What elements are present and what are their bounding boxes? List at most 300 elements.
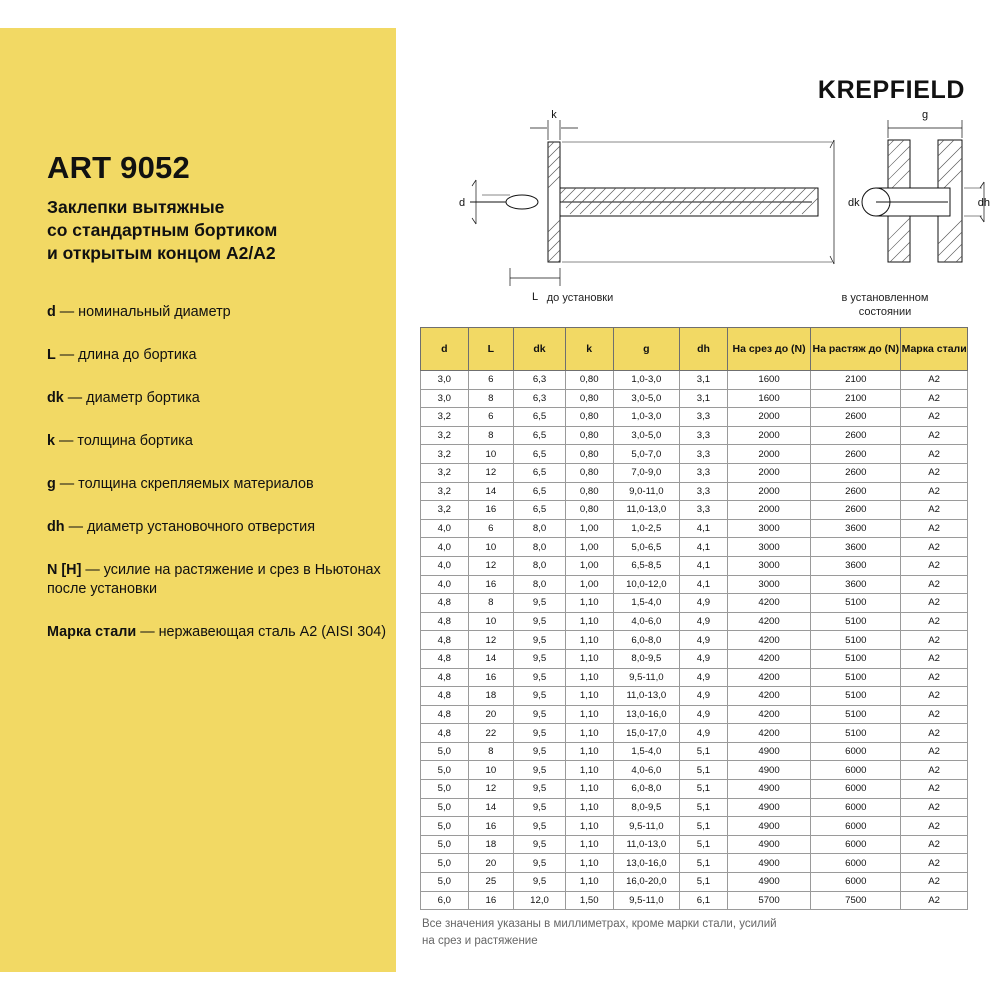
table-row <box>421 482 968 501</box>
cell-shear: 3000 <box>727 519 811 538</box>
table-row <box>421 408 968 427</box>
table-row <box>421 817 968 836</box>
cell-steel: A2 <box>901 612 968 631</box>
cell-d: 3,2 <box>421 445 469 464</box>
table-row <box>421 631 968 650</box>
cell-steel: A2 <box>901 854 968 873</box>
cell-dk: 6,5 <box>514 445 566 464</box>
cell-k: 1,10 <box>565 687 613 706</box>
legend-term-dk: dk <box>47 390 64 407</box>
cell-dk: 6,5 <box>514 482 566 501</box>
cell-steel: A2 <box>901 463 968 482</box>
table-row <box>421 724 968 743</box>
cell-tensile: 2100 <box>811 389 901 408</box>
page-title: ART 9052 <box>47 150 190 185</box>
legend-desc-steel: — нержавеющая сталь A2 (AISI 304) <box>136 624 387 641</box>
cell-steel: A2 <box>901 371 968 390</box>
cell-dk: 6,5 <box>514 426 566 445</box>
cell-k: 0,80 <box>565 463 613 482</box>
cell-g: 1,5-4,0 <box>613 742 680 761</box>
col-header-dk: dk <box>514 328 566 371</box>
cell-l: 10 <box>468 445 513 464</box>
cell-g: 7,0-9,0 <box>613 463 680 482</box>
cell-l: 8 <box>468 389 513 408</box>
cell-d: 3,2 <box>421 463 469 482</box>
cell-l: 16 <box>468 891 513 910</box>
cell-d: 4,8 <box>421 668 469 687</box>
cell-shear: 4200 <box>727 649 811 668</box>
legend-item-n <box>47 561 392 601</box>
table-row <box>421 538 968 557</box>
cell-tensile: 3600 <box>811 538 901 557</box>
cell-dh: 5,1 <box>680 798 728 817</box>
cell-l: 8 <box>468 742 513 761</box>
cell-steel: A2 <box>901 780 968 799</box>
cell-g: 10,0-12,0 <box>613 575 680 594</box>
cell-g: 11,0-13,0 <box>613 687 680 706</box>
cell-steel: A2 <box>901 761 968 780</box>
cell-steel: A2 <box>901 408 968 427</box>
cell-dk: 8,0 <box>514 519 566 538</box>
cell-l: 12 <box>468 780 513 799</box>
cell-steel: A2 <box>901 705 968 724</box>
cell-g: 5,0-6,5 <box>613 538 680 557</box>
table-row <box>421 780 968 799</box>
caption-installed-line2: состоянии <box>858 305 912 318</box>
cell-k: 1,00 <box>565 538 613 557</box>
cell-shear: 2000 <box>727 501 811 520</box>
cell-l: 16 <box>468 575 513 594</box>
cell-g: 3,0-5,0 <box>613 389 680 408</box>
cell-dh: 5,1 <box>680 873 728 892</box>
cell-shear: 2000 <box>727 463 811 482</box>
cell-d: 4,0 <box>421 519 469 538</box>
cell-dk: 6,3 <box>514 389 566 408</box>
cell-k: 1,10 <box>565 668 613 687</box>
cell-shear: 2000 <box>727 408 811 427</box>
cell-dh: 4,1 <box>680 538 728 557</box>
cell-steel: A2 <box>901 389 968 408</box>
cell-k: 0,80 <box>565 408 613 427</box>
cell-g: 6,0-8,0 <box>613 780 680 799</box>
cell-steel: A2 <box>901 631 968 650</box>
table-row <box>421 798 968 817</box>
cell-dh: 5,1 <box>680 761 728 780</box>
cell-dh: 4,9 <box>680 668 728 687</box>
cell-dh: 4,9 <box>680 649 728 668</box>
col-header-shear: На срез до (N) <box>727 328 811 371</box>
cell-steel: A2 <box>901 891 968 910</box>
legend-item-k <box>47 432 392 452</box>
cell-dh: 3,3 <box>680 501 728 520</box>
cell-tensile: 3600 <box>811 519 901 538</box>
cell-k: 0,80 <box>565 445 613 464</box>
cell-steel: A2 <box>901 556 968 575</box>
cell-shear: 4200 <box>727 705 811 724</box>
cell-tensile: 6000 <box>811 817 901 836</box>
cell-shear: 5700 <box>727 891 811 910</box>
cell-d: 4,0 <box>421 575 469 594</box>
cell-d: 5,0 <box>421 854 469 873</box>
table-row <box>421 519 968 538</box>
left-content <box>47 150 392 666</box>
dim-label-L: L <box>531 291 539 303</box>
product-subtitle <box>47 196 392 265</box>
cell-k: 0,80 <box>565 482 613 501</box>
cell-dh: 4,9 <box>680 612 728 631</box>
cell-shear: 3000 <box>727 556 811 575</box>
table-row <box>421 371 968 390</box>
cell-dk: 9,5 <box>514 687 566 706</box>
dim-label-k: k <box>551 110 557 121</box>
cell-steel: A2 <box>901 538 968 557</box>
footnote-line-1: Все значения указаны в миллиметрах, кроме марки стали, усилий <box>422 918 777 930</box>
legend-item-steel <box>47 623 392 643</box>
cell-g: 13,0-16,0 <box>613 705 680 724</box>
cell-d: 5,0 <box>421 817 469 836</box>
cell-dk: 6,3 <box>514 371 566 390</box>
cell-k: 1,10 <box>565 780 613 799</box>
cell-shear: 3000 <box>727 538 811 557</box>
cell-k: 1,00 <box>565 556 613 575</box>
cell-l: 18 <box>468 687 513 706</box>
cell-shear: 4200 <box>727 594 811 613</box>
table-row <box>421 594 968 613</box>
cell-dh: 3,3 <box>680 445 728 464</box>
cell-steel: A2 <box>901 835 968 854</box>
cell-tensile: 2100 <box>811 371 901 390</box>
cell-shear: 4900 <box>727 742 811 761</box>
legend-desc-k: — толщина бортика <box>55 432 193 449</box>
cell-g: 4,0-6,0 <box>613 612 680 631</box>
legend-term-l: L <box>47 347 56 364</box>
caption-installed-line1: в установленном <box>841 292 929 304</box>
legend-term-k: k <box>47 432 56 449</box>
table-row <box>421 705 968 724</box>
cell-tensile: 2600 <box>811 501 901 520</box>
cell-k: 1,10 <box>565 612 613 631</box>
cell-g: 6,0-8,0 <box>613 631 680 650</box>
cell-dk: 9,5 <box>514 854 566 873</box>
cell-dh: 3,1 <box>680 389 728 408</box>
legend-term-d: d <box>47 304 56 321</box>
cell-shear: 4200 <box>727 612 811 631</box>
cell-shear: 4900 <box>727 761 811 780</box>
cell-k: 1,10 <box>565 854 613 873</box>
cell-steel: A2 <box>901 687 968 706</box>
cell-tensile: 5100 <box>811 631 901 650</box>
table-row <box>421 649 968 668</box>
table-row <box>421 873 968 892</box>
cell-g: 15,0-17,0 <box>613 724 680 743</box>
cell-tensile: 2600 <box>811 408 901 427</box>
cell-g: 5,0-7,0 <box>613 445 680 464</box>
cell-l: 25 <box>468 873 513 892</box>
subtitle-line-1: Заклепки вытяжные <box>47 197 225 217</box>
cell-shear: 2000 <box>727 482 811 501</box>
cell-l: 16 <box>468 501 513 520</box>
cell-d: 5,0 <box>421 780 469 799</box>
cell-tensile: 6000 <box>811 835 901 854</box>
cell-k: 1,10 <box>565 798 613 817</box>
table-row <box>421 835 968 854</box>
cell-k: 1,10 <box>565 761 613 780</box>
cell-dh: 3,3 <box>680 408 728 427</box>
cell-d: 4,8 <box>421 705 469 724</box>
legend-desc-dk: — диаметр бортика <box>63 390 200 407</box>
cell-l: 18 <box>468 835 513 854</box>
cell-d: 3,2 <box>421 426 469 445</box>
legend-desc-l: — длина до бортика <box>55 347 197 364</box>
footnote-line-2: на срез и растяжение <box>422 934 538 947</box>
dim-label-dh: dh <box>977 197 990 209</box>
cell-steel: A2 <box>901 873 968 892</box>
drawing-caption-before: до установки <box>546 292 614 304</box>
cell-steel: A2 <box>901 724 968 743</box>
col-header-k: k <box>565 328 613 371</box>
cell-dh: 4,9 <box>680 724 728 743</box>
cell-k: 0,80 <box>565 371 613 390</box>
cell-d: 3,0 <box>421 389 469 408</box>
cell-dk: 8,0 <box>514 556 566 575</box>
spec-table-head <box>421 328 968 371</box>
cell-steel: A2 <box>901 426 968 445</box>
cell-dh: 5,1 <box>680 780 728 799</box>
cell-dh: 3,3 <box>680 482 728 501</box>
cell-g: 8,0-9,5 <box>613 798 680 817</box>
cell-g: 8,0-9,5 <box>613 649 680 668</box>
cell-dh: 4,1 <box>680 575 728 594</box>
table-row <box>421 389 968 408</box>
cell-tensile: 5100 <box>811 612 901 631</box>
cell-k: 0,80 <box>565 426 613 445</box>
cell-l: 14 <box>468 798 513 817</box>
cell-dh: 5,1 <box>680 835 728 854</box>
cell-k: 1,10 <box>565 873 613 892</box>
cell-dk: 9,5 <box>514 631 566 650</box>
cell-shear: 1600 <box>727 371 811 390</box>
cell-steel: A2 <box>901 817 968 836</box>
col-header-d: d <box>421 328 469 371</box>
cell-shear: 4900 <box>727 835 811 854</box>
col-header-dh: dh <box>680 328 728 371</box>
cell-shear: 4900 <box>727 854 811 873</box>
cell-tensile: 5100 <box>811 687 901 706</box>
table-row <box>421 463 968 482</box>
cell-l: 20 <box>468 705 513 724</box>
cell-l: 6 <box>468 371 513 390</box>
cell-d: 4,8 <box>421 724 469 743</box>
cell-l: 20 <box>468 854 513 873</box>
col-header-steel: Марка стали <box>901 328 968 371</box>
cell-tensile: 6000 <box>811 780 901 799</box>
cell-k: 1,00 <box>565 519 613 538</box>
dim-label-dk: dk <box>848 197 860 209</box>
cell-l: 6 <box>468 519 513 538</box>
cell-tensile: 5100 <box>811 705 901 724</box>
cell-l: 14 <box>468 482 513 501</box>
cell-tensile: 5100 <box>811 649 901 668</box>
dim-label-g: g <box>921 110 929 121</box>
cell-dk: 6,5 <box>514 501 566 520</box>
cell-d: 5,0 <box>421 761 469 780</box>
cell-dk: 9,5 <box>514 798 566 817</box>
cell-dk: 9,5 <box>514 873 566 892</box>
cell-l: 8 <box>468 594 513 613</box>
cell-g: 1,0-3,0 <box>613 408 680 427</box>
cell-tensile: 2600 <box>811 482 901 501</box>
legend-desc-dh: — диаметр установочного отверстия <box>64 518 315 535</box>
cell-l: 22 <box>468 724 513 743</box>
cell-k: 1,10 <box>565 631 613 650</box>
cell-dk: 8,0 <box>514 538 566 557</box>
legend-term-g: g <box>47 475 56 492</box>
cell-tensile: 2600 <box>811 463 901 482</box>
cell-k: 1,00 <box>565 575 613 594</box>
table-row <box>421 742 968 761</box>
table-row <box>421 426 968 445</box>
legend-term-dh: dh <box>47 518 65 535</box>
cell-l: 16 <box>468 817 513 836</box>
cell-tensile: 5100 <box>811 724 901 743</box>
cell-d: 4,8 <box>421 687 469 706</box>
cell-steel: A2 <box>901 594 968 613</box>
table-row <box>421 575 968 594</box>
cell-dk: 9,5 <box>514 705 566 724</box>
cell-d: 4,8 <box>421 594 469 613</box>
cell-g: 11,0-13,0 <box>613 501 680 520</box>
cell-steel: A2 <box>901 482 968 501</box>
cell-dh: 3,1 <box>680 371 728 390</box>
cell-dk: 9,5 <box>514 780 566 799</box>
cell-steel: A2 <box>901 649 968 668</box>
cell-k: 1,10 <box>565 817 613 836</box>
cell-shear: 4200 <box>727 724 811 743</box>
cell-dh: 5,1 <box>680 854 728 873</box>
cell-shear: 4200 <box>727 631 811 650</box>
cell-d: 3,0 <box>421 371 469 390</box>
cell-k: 1,10 <box>565 594 613 613</box>
legend-item-d <box>47 303 392 323</box>
cell-d: 4,0 <box>421 556 469 575</box>
cell-l: 14 <box>468 649 513 668</box>
table-footnote <box>422 916 967 949</box>
cell-dk: 6,5 <box>514 408 566 427</box>
cell-g: 11,0-13,0 <box>613 835 680 854</box>
legend-item-dh <box>47 518 392 538</box>
cell-shear: 2000 <box>727 426 811 445</box>
cell-tensile: 5100 <box>811 668 901 687</box>
cell-dk: 9,5 <box>514 817 566 836</box>
cell-tensile: 7500 <box>811 891 901 910</box>
cell-d: 5,0 <box>421 835 469 854</box>
cell-g: 9,0-11,0 <box>613 482 680 501</box>
table-row <box>421 445 968 464</box>
spec-table-wrapper <box>420 327 968 910</box>
subtitle-line-3: и открытым концом A2/A2 <box>47 243 276 264</box>
cell-k: 0,80 <box>565 389 613 408</box>
cell-steel: A2 <box>901 519 968 538</box>
cell-shear: 4900 <box>727 873 811 892</box>
legend-desc-g: — толщина скрепляемых материалов <box>55 475 314 492</box>
cell-tensile: 6000 <box>811 854 901 873</box>
brand-logo: KREPFIELD <box>817 76 965 104</box>
cell-dh: 5,1 <box>680 742 728 761</box>
cell-d: 3,2 <box>421 482 469 501</box>
cell-dh: 3,3 <box>680 463 728 482</box>
cell-dk: 9,5 <box>514 724 566 743</box>
cell-d: 5,0 <box>421 798 469 817</box>
cell-d: 5,0 <box>421 873 469 892</box>
cell-l: 8 <box>468 426 513 445</box>
table-row <box>421 891 968 910</box>
cell-dk: 9,5 <box>514 649 566 668</box>
cell-shear: 1600 <box>727 389 811 408</box>
table-row <box>421 501 968 520</box>
cell-dk: 12,0 <box>514 891 566 910</box>
cell-dh: 4,1 <box>680 519 728 538</box>
cell-d: 6,0 <box>421 891 469 910</box>
cell-dh: 4,9 <box>680 594 728 613</box>
legend-desc-n: — усилие на растяжение и срез в Ньютонах после установки <box>47 561 381 598</box>
table-row <box>421 687 968 706</box>
cell-g: 4,0-6,0 <box>613 761 680 780</box>
cell-k: 1,10 <box>565 649 613 668</box>
cell-steel: A2 <box>901 501 968 520</box>
cell-shear: 2000 <box>727 445 811 464</box>
cell-dk: 9,5 <box>514 612 566 631</box>
cell-k: 1,50 <box>565 891 613 910</box>
cell-l: 10 <box>468 761 513 780</box>
cell-g: 16,0-20,0 <box>613 873 680 892</box>
cell-g: 3,0-5,0 <box>613 426 680 445</box>
cell-g: 1,0-3,0 <box>613 371 680 390</box>
cell-l: 10 <box>468 612 513 631</box>
cell-tensile: 2600 <box>811 426 901 445</box>
cell-k: 1,10 <box>565 835 613 854</box>
cell-l: 12 <box>468 463 513 482</box>
cell-dh: 5,1 <box>680 817 728 836</box>
cell-g: 9,5-11,0 <box>613 817 680 836</box>
cell-dh: 3,3 <box>680 426 728 445</box>
table-row <box>421 854 968 873</box>
cell-dh: 6,1 <box>680 891 728 910</box>
legend-item-g <box>47 475 392 495</box>
cell-l: 12 <box>468 631 513 650</box>
cell-g: 13,0-16,0 <box>613 854 680 873</box>
cell-tensile: 6000 <box>811 873 901 892</box>
cell-tensile: 5100 <box>811 594 901 613</box>
cell-steel: A2 <box>901 668 968 687</box>
cell-k: 1,10 <box>565 724 613 743</box>
cell-d: 4,8 <box>421 649 469 668</box>
legend-item-l <box>47 346 392 366</box>
cell-l: 16 <box>468 668 513 687</box>
cell-dk: 9,5 <box>514 761 566 780</box>
spec-table-body <box>421 371 968 910</box>
legend-term-steel: Марка стали <box>47 624 137 641</box>
dim-label-d: d <box>458 197 466 209</box>
cell-d: 3,2 <box>421 408 469 427</box>
legend-item-dk <box>47 389 392 409</box>
cell-k: 1,10 <box>565 742 613 761</box>
cell-g: 1,0-2,5 <box>613 519 680 538</box>
cell-tensile: 6000 <box>811 742 901 761</box>
table-row <box>421 668 968 687</box>
cell-dh: 4,9 <box>680 705 728 724</box>
table-row <box>421 612 968 631</box>
cell-shear: 4200 <box>727 668 811 687</box>
